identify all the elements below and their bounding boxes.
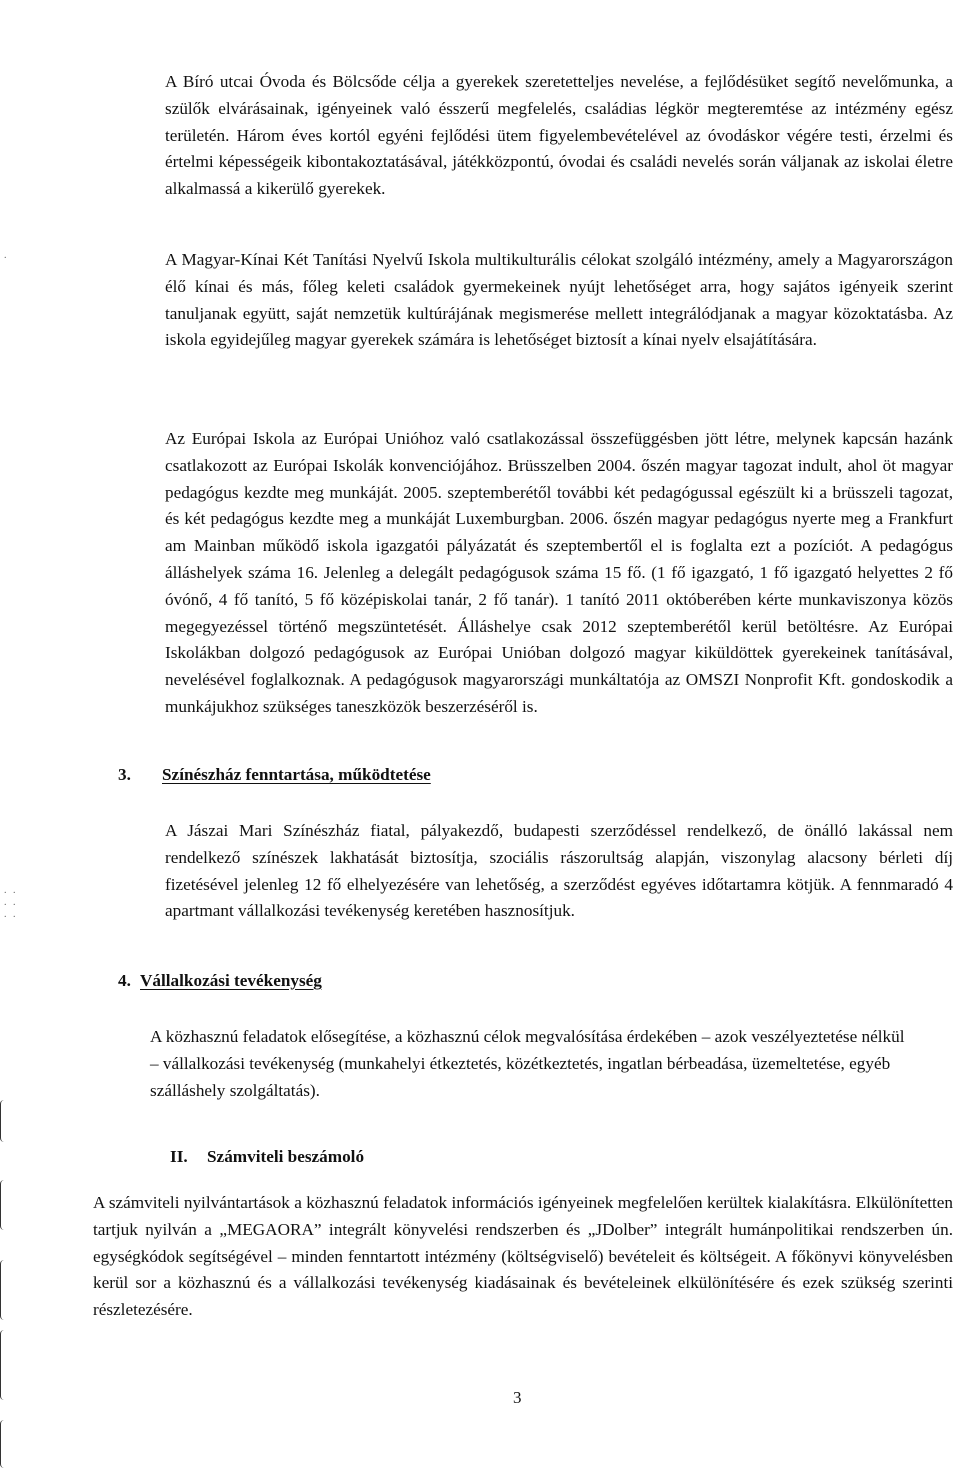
binding-edge-mark bbox=[0, 1260, 17, 1320]
binding-edge-mark bbox=[0, 1420, 17, 1468]
binding-edge-mark bbox=[0, 1330, 17, 1400]
binding-edge-mark bbox=[0, 1100, 17, 1142]
section-heading-II bbox=[170, 1144, 364, 1171]
paragraph-szamviteli: A számviteli nyilvántartások a közhasznú feladatok információs igényeinek megfelelően kerültek kialakításra. Elkülönítetten tartjuk nyilván a „MEGAORA” integrált könyvelési rendszerben és „JDolber” integrált humánpolitikai rendszerben ún. egységkódok segítségével – minden fenntartott intézmény (költségviselő) bevételeit és költségeit. A főkönyvi könyvelésben kerül sor a közhasznú és a vállalkozási tevékenység kiadásainak és bevételeinek elkülönítésére és ezek szükség szerinti részletezésére. bbox=[93, 1193, 953, 1320]
section-number: II. bbox=[170, 1147, 188, 1166]
section-title: Színészház fenntartása, működtetése bbox=[162, 765, 431, 784]
page-number: 3 bbox=[513, 1388, 522, 1407]
paragraph-europai-iskola: Az Európai Iskola az Európai Unióhoz való csatlakozással összefüggésben jött létre, melynek kapcsán hazánk csatlakozott az Európai Iskolák konvenciójához. Brüsszelben 2004. őszén magyar tagozat indult, ahol öt magyar pedagógus kezdte meg munkáját. 2005. szeptemberétől további két pedagógussal egészült ki a brüsszeli tagozat, és két pedagógus kezdte meg a munkáját Luxemburgban. 2006. őszén magyar pedagógus nyerte meg a Frankfurt am Mainban működő iskola igazgatói pályázatát és szeptembertől el is foglalta ezt a pozíciót. A pedagógus álláshelyek száma 16. Jelenleg a delegált pedagógusok száma 15 fő. (1 fő igazgató, 1 fő igazgató helyettes 2 fő óvónő, 4 fő tanító, 5 fő középiskolai tanár, 2 fő tanár). 1 tanító 2011 októberében kérte munkaviszonya közös megegyezéssel történő megszüntetését. Álláshelye csak 2012 szeptemberétől kerül betöltésre. Az Európai Iskolákban dolgozó pedagógusok az Európai Unióban dolgozó magyar kiküldöttek gyerekeinek tanításával, nevelésével foglalkoznak. A pedagógusok magyarországi munkáltatója az OMSZI Nonprofit Kft. gondoskodik a munkájukhoz szükséges taneszközök beszerzéséről is. bbox=[165, 429, 953, 716]
section-title: Vállalkozási tevékenység bbox=[140, 971, 322, 990]
paragraph-ovoda: A Bíró utcai Óvoda és Bölcsőde célja a gyerekek szeretetteljes nevelése, a fejlődésüket segítő nevelőmunka, a szülők elvárásainak, igényeinek való ésszerű megfelelés, családias légkör megteremtése az intézmény egész területén. Három éves kortól egyéni fejlődési ütem figyelembevételével az óvodáskor végére testi, érzelmi és értelmi képességeik kibontakoztatásával, játékközpontú, óvodai és családi nevelés során váljanak az iskolai életre alkalmassá a kikerülő gyerekek. bbox=[165, 72, 953, 199]
section-title: Számviteli beszámoló bbox=[207, 1147, 365, 1166]
paragraph-magyar-kinai-iskola: A Magyar-Kínai Két Tanítási Nyelvű Iskola multikulturális célokat szolgáló intézmény, amely a Magyarországon élő kínai és más, főleg keleti családok gyermekeinek nyújt lehetőséget arra, hogy sajátos igényeik szerint tanuljanak együtt, saját nemzetük kultúrájának megismerése mellett integrálódjanak a magyar közoktatásba. Az iskola egyidejűleg magyar gyerekek számára is lehetőséget biztosít a kínai nyelv elsajátítására. bbox=[165, 250, 953, 350]
binding-edge-mark bbox=[0, 1180, 17, 1230]
section-heading-3 bbox=[118, 762, 431, 789]
scan-artifact: . bbox=[4, 250, 9, 261]
section-heading-4 bbox=[118, 968, 322, 995]
section-number: 4. bbox=[118, 971, 131, 990]
scan-artifact: . . . . . . bbox=[4, 885, 18, 920]
paragraph-vallalkozasi: A közhasznú feladatok elősegítése, a közhasznú célok megvalósítása érdekében – azok veszélyeztetése nélkül – vállalkozási tevékenység (munkahelyi étkeztetés, közétkeztetés, ingatlan bérbeadása, üzemeltetése, egyéb szálláshely szolgáltatás). bbox=[150, 1027, 905, 1100]
section-number: 3. bbox=[118, 765, 131, 784]
paragraph-szineszhaz: A Jászai Mari Színészház fiatal, pályakezdő, budapesti szerződéssel rendelkező, de önálló lakással nem rendelkező színészek lakhatását biztosítja, szociális rászorultság alapján, viszonylag alacsony bérleti díj fizetésével jelenleg 12 fő elhelyezésére van lehetőség, a szerződést egyéves időtartamra kötjük. A fennmaradó 4 apartmant vállalkozási tevékenység keretében hasznosítjuk. bbox=[165, 821, 953, 921]
